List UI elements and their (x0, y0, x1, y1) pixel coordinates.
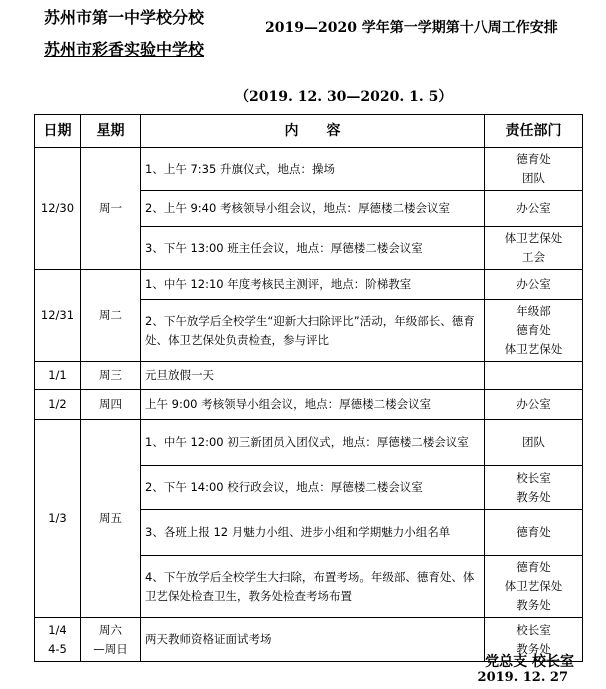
cell-dept: 办公室 (485, 270, 583, 300)
cell-content: 1、中午 12:10 年度考核民主测评，地点：阶梯教室 (141, 270, 485, 300)
col-header-date: 日期 (35, 115, 81, 148)
table-row (35, 148, 583, 191)
table-row (35, 390, 583, 420)
cell-date: 1/2 (35, 390, 81, 420)
cell-weekday: 周四 (81, 390, 141, 420)
col-header-dept: 责任部门 (485, 115, 583, 148)
cell-content: 两天教师资格证面试考场 (141, 618, 485, 662)
cell-weekday: 周五 (81, 420, 141, 618)
cell-date: 12/30 (35, 148, 81, 270)
cell-dept: 德育处 (485, 510, 583, 556)
cell-date: 1/3 (35, 420, 81, 618)
cell-content: 上午 9:00 考核领导小组会议，地点：厚德楼二楼会议室 (141, 390, 485, 420)
cell-weekday: 周一 (81, 148, 141, 270)
date-range-text: （2019. 12. 30—2020. 1. 5） (235, 89, 453, 105)
cell-date: 1/1 (35, 362, 81, 390)
school-name-primary-text: 苏州市第一中学校分校 (44, 8, 205, 27)
cell-dept: 体卫艺保处 工会 (485, 227, 583, 270)
table-row (35, 362, 583, 390)
document-title (265, 17, 558, 37)
cell-content: 4、下午放学后全校学生大扫除，布置考场。年级部、德育处、体卫艺保处检查卫生，教务处检查考场布置 (141, 556, 485, 618)
cell-dept: 办公室 (485, 390, 583, 420)
cell-dept: 校长室 教务处 (485, 618, 583, 662)
cell-content: 2、下午放学后全校学生“迎新大扫除评比”活动，年级部长、德育处、体卫艺保处负责检查，参与评比 (141, 300, 485, 362)
cell-dept: 年级部 德育处 体卫艺保处 (485, 300, 583, 362)
cell-dept: 校长室 教务处 (485, 466, 583, 510)
cell-content: 3、下午 13:00 班主任会议，地点：厚德楼二楼会议室 (141, 227, 485, 270)
cell-weekday: 周三 (81, 362, 141, 390)
signature: 党总支 校长室 (485, 654, 574, 670)
cell-weekday: 周二 (81, 270, 141, 362)
cell-content: 元旦放假一天 (141, 362, 485, 390)
cell-date: 12/31 (35, 270, 81, 362)
col-header-content: 内 容 (141, 115, 485, 148)
cell-dept: 办公室 (485, 191, 583, 227)
cell-content: 3、各班上报 12 月魅力小组、进步小组和学期魅力小组名单 (141, 510, 485, 556)
cell-content: 1、中午 12:00 初三新团员入团仪式，地点：厚德楼二楼会议室 (141, 420, 485, 466)
table-row (35, 270, 583, 300)
date-range (235, 86, 452, 106)
school-name-secondary-text: 苏州市彩香实验中学校 (44, 40, 205, 59)
school-name-primary (44, 5, 204, 28)
school-name-secondary (44, 37, 204, 60)
cell-date: 1/4 4-5 (35, 618, 81, 662)
col-header-weekday: 星期 (81, 115, 141, 148)
signature-date: 2019. 12. 27 (477, 670, 568, 685)
schedule-table (34, 114, 583, 662)
cell-content: 1、上午 7:35 升旗仪式，地点：操场 (141, 148, 485, 191)
cell-dept (485, 362, 583, 390)
document-title-text: 2019—2020 学年第一学期第十八周工作安排 (265, 20, 558, 36)
cell-dept: 德育处 体卫艺保处 教务处 (485, 556, 583, 618)
cell-dept: 德育处 团队 (485, 148, 583, 191)
cell-dept: 团队 (485, 420, 583, 466)
cell-content: 2、下午 14:00 校行政会议，地点：厚德楼二楼会议室 (141, 466, 485, 510)
cell-weekday: 周六 —周日 (81, 618, 141, 662)
cell-content: 2、上午 9:40 考核领导小组会议，地点：厚德楼二楼会议室 (141, 191, 485, 227)
table-row (35, 420, 583, 466)
table-header-row (35, 115, 583, 148)
